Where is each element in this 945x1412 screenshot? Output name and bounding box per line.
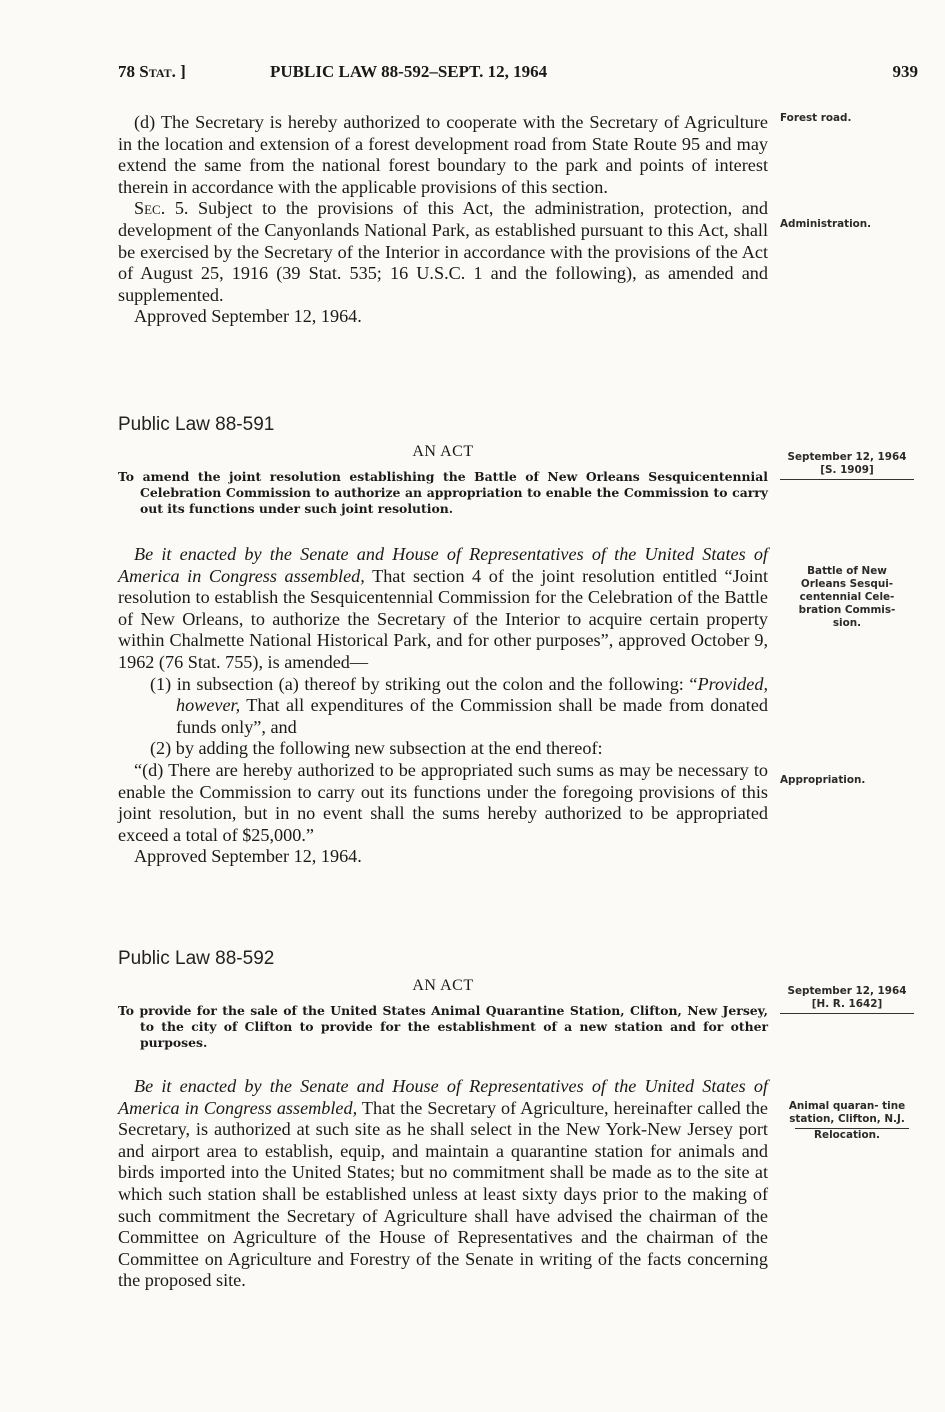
synopsis-591 — [118, 469, 768, 517]
margin-note-appropriation: Appropriation. — [780, 774, 866, 786]
margin-divider — [780, 1013, 914, 1014]
main-text-592 — [118, 1076, 768, 1292]
section-5-text: Subject to the provisions of this Act, the administration, protection, and development of the Canyonlands National Park, as established pursuant to this Act, shall be exercised by the Secretary of the Interior in accordance with the provisions of the Act of August 25, 1916 (39 Stat. 535; 16 U.S.C. 1 and the following), as amended and supplemented. — [118, 198, 768, 305]
header-title: PUBLIC LAW 88-592–SEPT. 12, 1964 — [270, 62, 548, 81]
amendment-text: (1) in subsection (a) thereof by striking out the colon and the following: “ — [150, 673, 698, 694]
section-label: Sec. 5. — [134, 198, 189, 219]
proviso: Provided, however, — [176, 673, 768, 716]
date-592: September 12, 1964 — [787, 985, 907, 997]
enacting-paragraph-592 — [118, 1076, 768, 1292]
margin-note-quarantine — [785, 1100, 909, 1142]
margin-divider — [780, 479, 914, 480]
margin-note-date-591 — [780, 451, 914, 480]
quarantine-note: Animal quaran- tine station, Clifton, N.J. — [788, 1100, 906, 1125]
page-number: 939 — [892, 62, 918, 81]
statute-volume: 78 Stat. ] — [118, 62, 186, 81]
main-text-top — [118, 112, 768, 328]
amendment-item-1 — [118, 674, 768, 739]
an-act-591: AN ACT — [412, 443, 474, 460]
approved-line: Approved September 12, 1964. — [134, 846, 362, 867]
running-header — [118, 62, 918, 86]
enacting-paragraph-591 — [118, 544, 768, 674]
synopsis-592-text: To provide for the sale of the United States Animal Quarantine Station, Clifton, New Jersey, to the city of Clifton to provide for the establishment of a new station and for other purposes. — [118, 1003, 768, 1050]
enacting-clause: Be it enacted by the Senate and House of Representatives of the United States of America in Congress assembled, — [118, 544, 768, 586]
section-d-paragraph: (d) The Secretary is hereby authorized to cooperate with the Secretary of Agriculture in the location and extension of a forest development road from State Route 95 and may extend the same from the national forest boundary to the park and points of interest therein in accordance with the applicable provisions of this section. — [118, 112, 768, 197]
date-591: September 12, 1964 — [787, 451, 907, 463]
bill-number-592: [H. R. 1642] — [811, 998, 883, 1010]
bill-number-591: [S. 1909] — [820, 464, 874, 476]
an-act-592: AN ACT — [412, 977, 474, 994]
public-law-592-heading: Public Law 88-592 — [118, 948, 275, 969]
approved-line: Approved September 12, 1964. — [134, 306, 362, 327]
synopsis-591-text: To amend the joint resolution establishing the Battle of New Orleans Sesquicentennial Celebration Commission to authorize an appropriation to enable the Commission to carry out its functions under such joint resolution. — [118, 469, 768, 516]
relocation-note: Relocation. — [814, 1129, 880, 1141]
new-subsection-d: “(d) There are hereby authorized to be appropriated such sums as may be necessary to enable the Commission to carry out its functions under the foregoing provisions of this joint resolution, but in no event shall the sums hereby authorized to be appropriated exceed a total of $25,000.” — [118, 759, 768, 845]
amendment-item-2: (2) by adding the following new subsection at the end thereof: — [150, 738, 603, 759]
body-text: That the Secretary of Agriculture, hereinafter called the Secretary, is authorized at such site as he shall select in the New York-New Jersey port and airport area to establish, equip, and maintain a quarantine station for animals and birds imported into the United States; but no commitment shall be made as to the site at which such station shall be established unless at least sixty days prior to the making of such commitment the Secretary of Agriculture shall have advised the chairman of the Committee on Agriculture of the House of Representatives and the chairman of the Committee on Agriculture and Forestry of the Senate in writing of the facts concerning the proposed site. — [118, 1097, 768, 1291]
margin-note-administration: Administration. — [780, 218, 872, 230]
section-5-paragraph — [118, 198, 768, 306]
synopsis-592 — [118, 1003, 768, 1051]
public-law-591-heading: Public Law 88-591 — [118, 414, 275, 435]
margin-note-forest-road: Forest road. — [780, 112, 852, 124]
body-text: That section 4 of the joint resolution entitled “Joint resolution to establish the Sesquicentennial Commission for the Celebration of the Battle of New Orleans, to authorize the Secretary of the Interior to acquire certain property within Chalmette National Historical Park, and for other purposes”, approved October 9, 1962 (76 Stat. 755), is amended— — [118, 565, 769, 672]
amendment-text: That all expenditures of the Commission shall be made from donated funds only”, and — [176, 695, 768, 737]
main-text-591 — [118, 544, 768, 868]
enacting-clause: Be it enacted by the Senate and House of Representatives of the United States of America in Congress assembled, — [118, 1076, 768, 1118]
margin-note-battle: Battle of New Orleans Sesqui- centennial Cele- bration Commis- sion. — [798, 565, 896, 629]
margin-note-date-592 — [780, 985, 914, 1014]
